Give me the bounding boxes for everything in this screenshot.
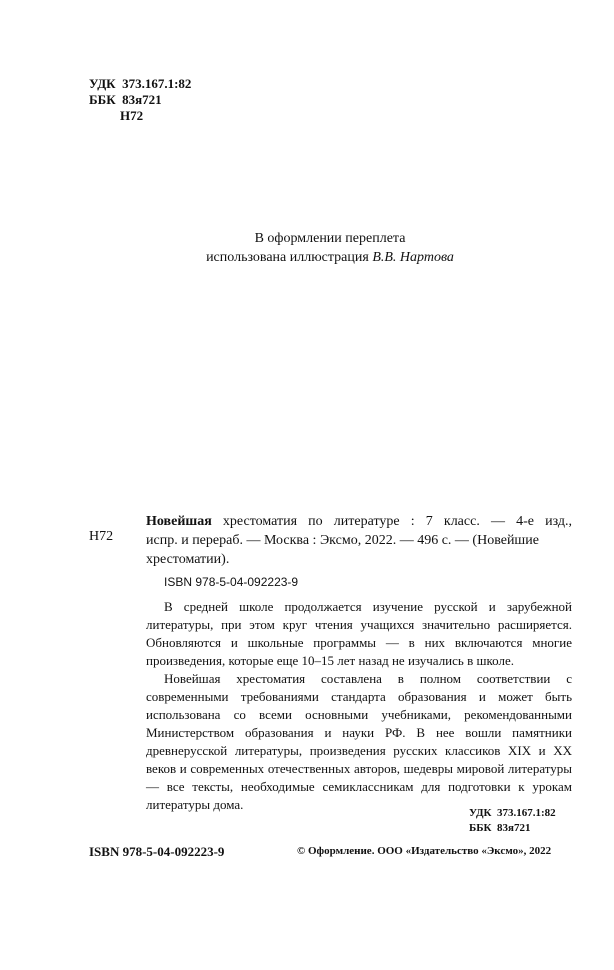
annotation-paragraph-2: Новейшая хрестоматия составлена в полном соответствии с современными требованиями стандарта образования и может быть использована со всеми основными учебниками, рекомендованными Министерством образования и науки РФ. В нее вошли памятники древнерусской литературы, произведения русских классиков XIX и XX веков и современных отечественных авторов, шедевры мировой литературы — все тексты, необходимые семиклассникам для подготовки к урокам литературы дома.	[146, 671, 572, 812]
illustration-artist: В.В. Нартова	[372, 250, 454, 265]
classification-codes	[89, 76, 191, 124]
biblio-author-mark: Н72	[89, 529, 114, 544]
illustration-credit	[180, 229, 480, 267]
biblio-title-bold: Новейшая	[146, 514, 212, 529]
annotation	[146, 598, 572, 814]
author-mark: Н72	[120, 108, 144, 123]
udk-code: УДК 373.167.1:82	[89, 76, 192, 91]
biblio-isbn: ISBN 978-5-04-092223-9	[164, 575, 299, 589]
biblio-line1-rest: хрестоматия по литературе : 7 класс. — 4-е изд.,	[211, 514, 572, 529]
footer-copyright: © Оформление. ООО «Издательство «Эксмо», 2022	[297, 845, 552, 857]
bottom-udk-code: УДК 373.167.1:82	[469, 807, 556, 819]
bibliographic-record	[146, 512, 572, 569]
biblio-line-1	[146, 512, 572, 531]
biblio-line-3: хрестоматии).	[146, 552, 230, 567]
illustration-line1: В оформлении переплета	[254, 231, 406, 246]
bbk-code: ББК 83я721	[89, 92, 162, 107]
bottom-bbk-code: ББК 83я721	[469, 822, 531, 834]
biblio-line-2: испр. и перераб. — Москва : Эксмо, 2022. — 496 с. — (Новейшие	[146, 533, 539, 548]
illustration-prefix: использована иллюстрация	[206, 250, 373, 265]
bottom-classification-codes	[469, 806, 556, 836]
illustration-line2	[180, 248, 480, 267]
footer-isbn: ISBN 978-5-04-092223-9	[89, 844, 225, 859]
annotation-paragraph-1: В средней школе продолжается изучение русской и зарубежной литературы, при этом круг чтения учащихся значительно расширяется. Обновляются и школьные программы — в них включаются многие произведения, которые еще 10–15 лет назад не изучались в школе.	[146, 599, 572, 668]
